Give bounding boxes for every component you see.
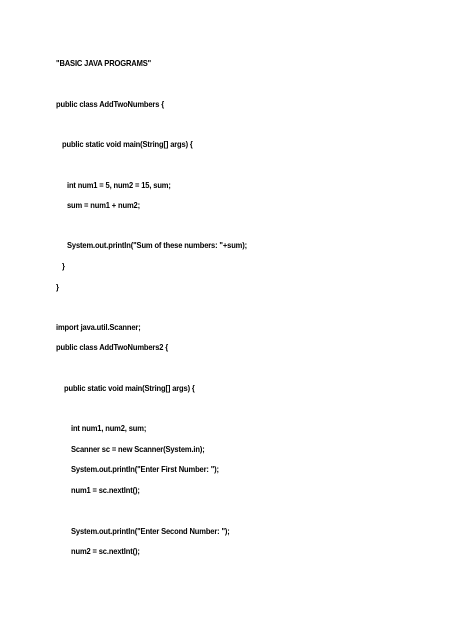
code-line: int num1 = 5, num2 = 15, sum; [67,180,171,190]
code-line: } [62,261,65,271]
code-line: int num1, num2, sum; [71,423,147,433]
code-line: System.out.println("Sum of these numbers: "+sum); [67,240,247,250]
code-line: public class AddTwoNumbers2 { [56,342,169,352]
code-line: public static void main(String[] args) { [64,383,195,393]
code-line: num2 = sc.nextInt(); [71,546,140,556]
code-line: sum = num1 + num2; [67,200,140,210]
code-line: public static void main(String[] args) { [62,139,193,149]
code-line: System.out.println("Enter Second Number: "); [71,526,230,536]
code-line: public class AddTwoNumbers { [56,99,165,109]
code-line: Scanner sc = new Scanner(System.in); [71,444,205,454]
document-title: "BASIC JAVA PROGRAMS" [56,58,152,68]
code-line: } [56,282,59,292]
code-line: import java.util.Scanner; [56,322,141,332]
code-line: num1 = sc.nextInt(); [71,485,140,495]
code-line: System.out.println("Enter First Number: "); [71,464,219,474]
